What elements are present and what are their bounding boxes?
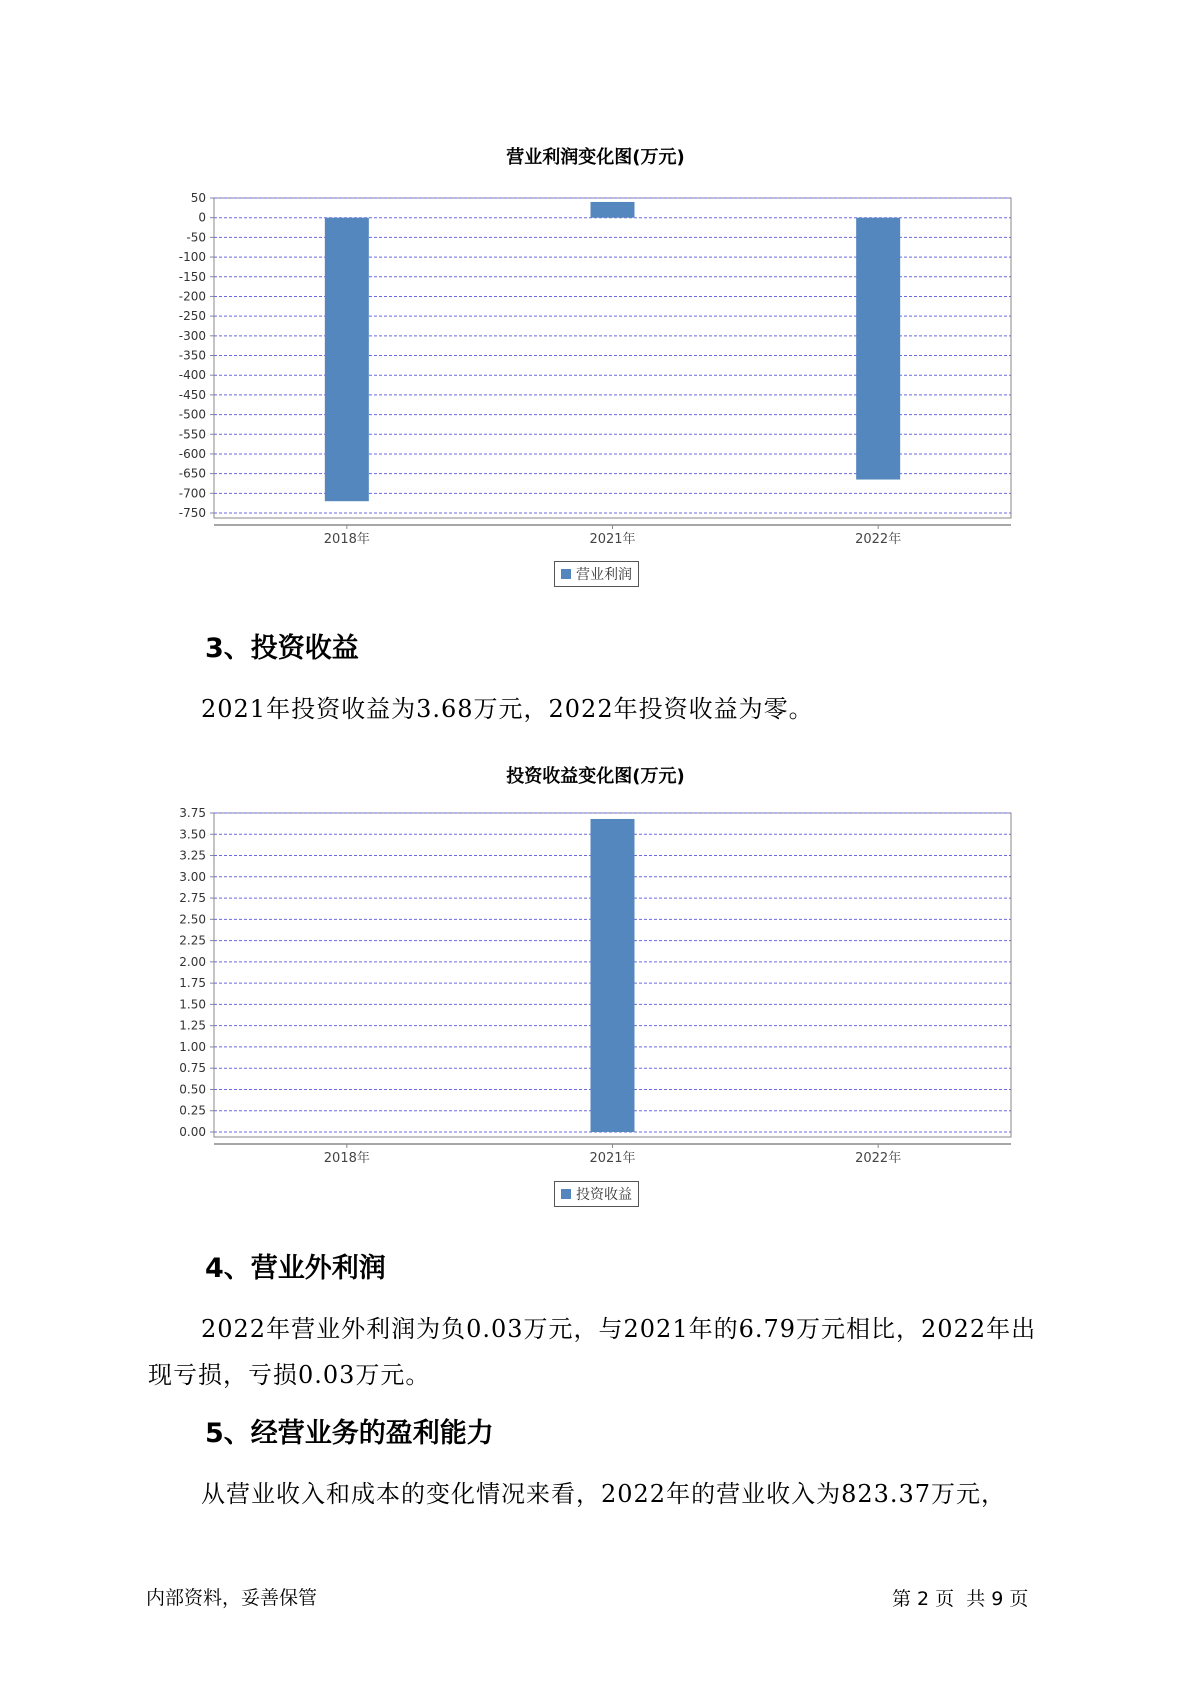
legend-swatch [561,569,571,579]
y-tick-label: -350 [178,348,206,363]
y-tick-label: -300 [178,328,206,343]
chart2-legend-label: 投资收益 [576,1187,632,1203]
y-tick-label: -100 [178,250,206,265]
y-tick-label: 0.25 [179,1103,206,1118]
y-tick-label: 2.00 [179,954,206,969]
section-3-heading: 3、投资收益 [205,633,359,664]
y-tick-label: 0 [198,210,206,225]
section-3-text: 2021年投资收益为3.68万元，2022年投资收益为零。 [201,695,814,723]
y-tick-label: -600 [178,446,206,461]
y-tick-label: -50 [186,230,206,245]
y-tick-label: -250 [178,309,206,324]
bar [325,218,369,502]
y-tick-label: 3.75 [179,806,206,820]
chart2-title: 投资收益变化图(万元) [506,766,685,787]
y-tick-label: 0.00 [179,1125,206,1139]
x-tick-label: 2018年 [323,1151,370,1166]
y-tick-label: 1.25 [179,1018,206,1033]
y-tick-label: -750 [178,506,206,520]
section-4-heading: 4、营业外利润 [205,1253,386,1284]
y-tick-label: 3.50 [179,827,206,842]
x-tick-label: 2022年 [855,532,902,547]
bar [856,218,900,480]
y-tick-label: 1.50 [179,997,206,1012]
y-tick-label: -500 [178,407,206,422]
section-5-heading: 5、经营业务的盈利能力 [205,1418,494,1449]
y-tick-label: 1.75 [179,976,206,991]
chart1-legend-label: 营业利润 [576,567,632,583]
y-tick-label: 1.00 [179,1039,206,1054]
y-tick-label: -200 [178,289,206,304]
y-tick-label: 0.50 [179,1082,206,1097]
y-tick-label: -400 [178,368,206,383]
chart2-legend [554,1181,639,1207]
y-tick-label: 3.00 [179,869,206,884]
footer-confidential: 内部资料，妥善保管 [146,1587,318,1609]
y-tick-label: -650 [178,466,206,481]
x-tick-label: 2022年 [855,1151,902,1166]
section-5-text: 从营业收入和成本的变化情况来看，2022年的营业收入为823.37万元， [201,1480,1007,1508]
y-tick-label: -700 [178,486,206,501]
legend-swatch [561,1189,571,1199]
y-tick-label: -150 [178,269,206,284]
chart1-legend [554,561,639,587]
y-tick-label: 2.25 [179,933,206,948]
y-tick-label: 0.75 [179,1061,206,1076]
bar [591,202,635,218]
y-tick-label: -450 [178,387,206,402]
x-tick-label: 2018年 [323,532,370,547]
y-tick-label: 2.75 [179,891,206,906]
section-4-text: 2022年营业外利润为负0.03万元，与2021年的6.79万元相比，2022年出现亏损，亏损0.03万元。 [148,1315,1037,1389]
investment-income-chart [0,795,1191,1185]
y-tick-label: 50 [190,191,206,205]
footer-page-number: 第 2 页 共 9 页 [892,1588,1029,1610]
y-tick-label: -550 [178,427,206,442]
operating-profit-chart [0,175,1191,565]
y-tick-label: 2.50 [179,912,206,927]
bar [591,819,635,1132]
x-tick-label: 2021年 [589,1151,636,1166]
y-tick-label: 3.25 [179,848,206,863]
chart1-title: 营业利润变化图(万元) [506,147,685,168]
x-tick-label: 2021年 [589,532,636,547]
